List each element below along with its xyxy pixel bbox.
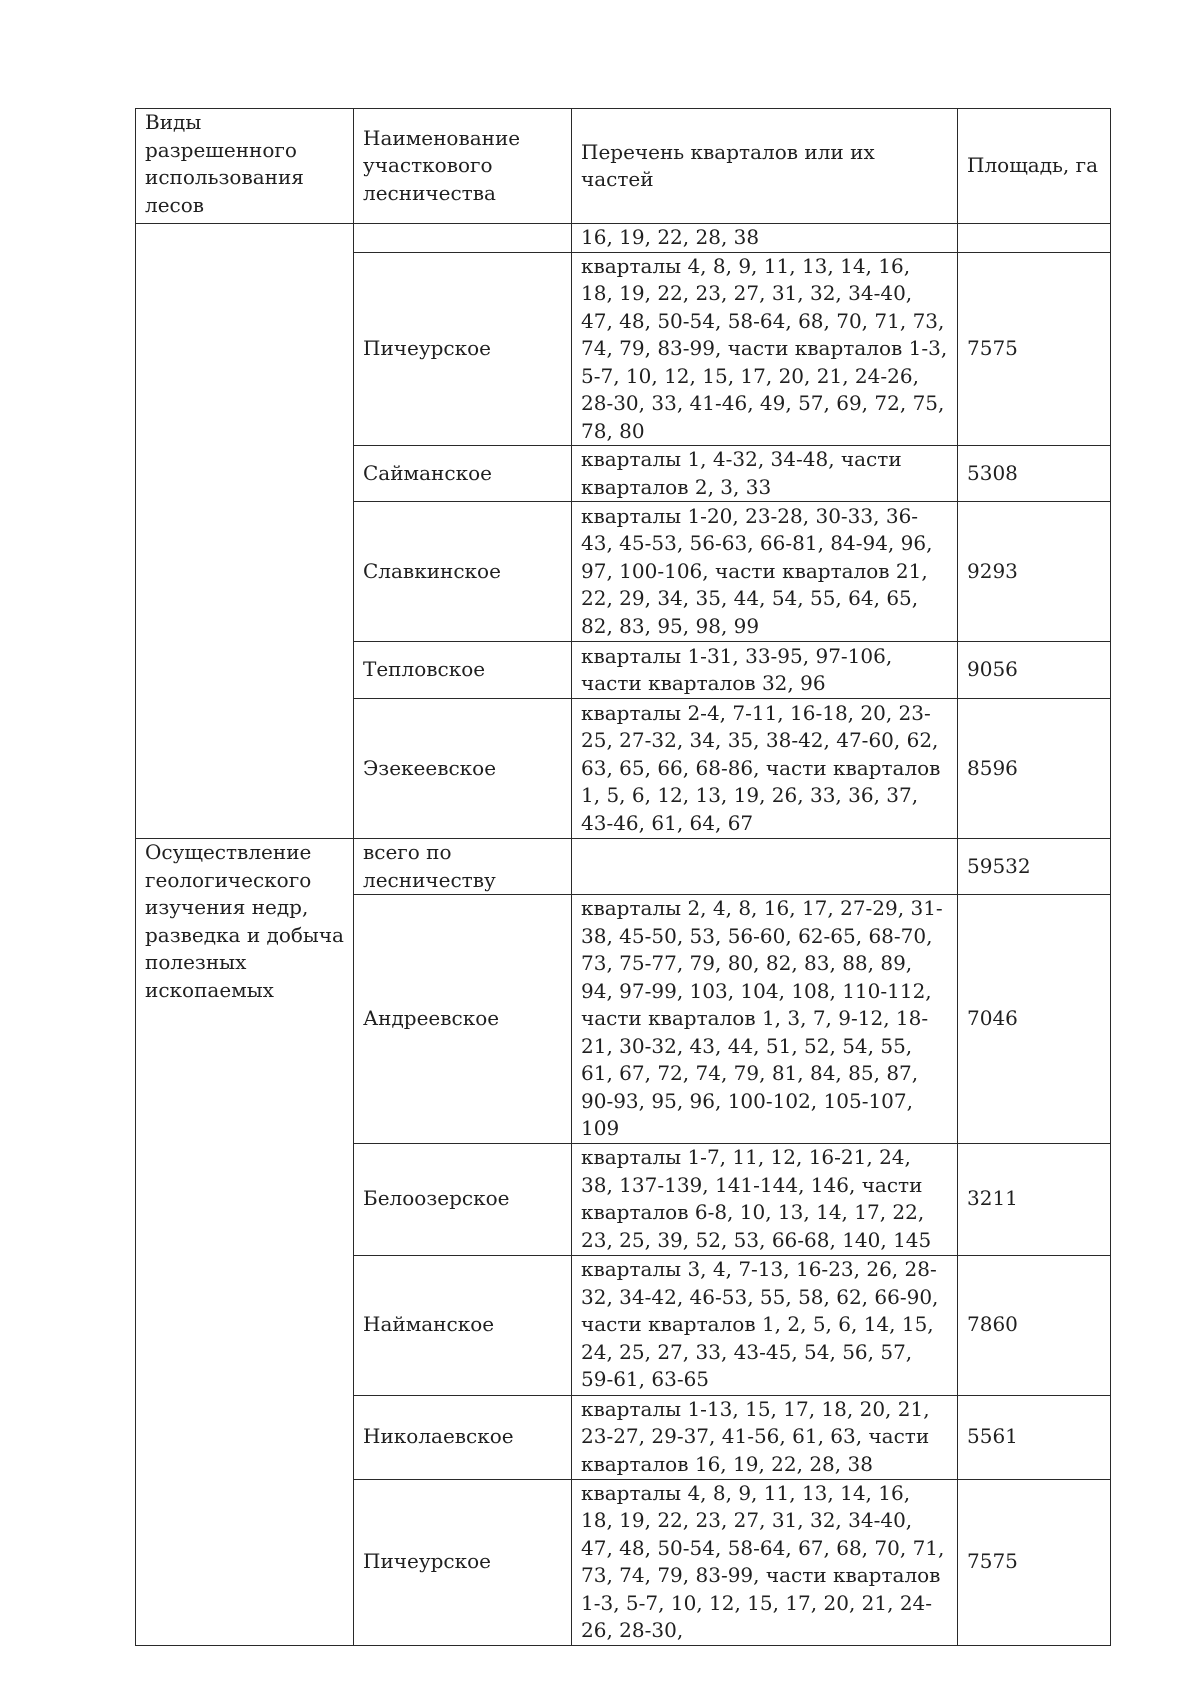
table-header-row [136,109,1111,224]
quarters-cell: кварталы 1-31, 33-95, 97-106, части кварталов 32, 96 [572,642,958,699]
quarters-cell: кварталы 2, 4, 8, 16, 17, 27-29, 31-38, 45-50, 53, 56-60, 62-65, 68-70, 73, 75-77, 79, 80, 82, 83, 88, 89, 94, 97-99, 103, 104, 108, 110-112, части кварталов 1, 3, 7, 9-12, 18-21, 30-32, 43, 44, 51, 52, 54, 55, 61, 67, 72, 74, 79, 81, 84, 85, 87, 90-93, 95, 96, 100-102, 105-107, 109 [572,895,958,1144]
forestry-cell: Эзекеевское [354,699,572,839]
usage-type-cell [136,224,354,839]
forestry-cell: Пичеурское [354,1479,572,1645]
quarters-cell: кварталы 4, 8, 9, 11, 13, 14, 16, 18, 19, 22, 23, 27, 31, 32, 34-40, 47, 48, 50-54, 58-64, 67, 68, 70, 71, 73, 74, 79, 83-99, части кварталов 1-3, 5-7, 10, 12, 15, 17, 20, 21, 24-26, 28-30, [572,1479,958,1645]
forestry-cell: Славкинское [354,502,572,642]
table-row-total [136,839,1111,895]
area-cell: 7575 [958,1479,1111,1645]
quarters-cell: кварталы 4, 8, 9, 11, 13, 14, 16, 18, 19, 22, 23, 27, 31, 32, 34-40, 47, 48, 50-54, 58-64, 68, 70, 71, 73, 74, 79, 83-99, части кварталов 1-3, 5-7, 10, 12, 15, 17, 20, 21, 24-26, 28-30, 33, 41-46, 49, 57, 69, 72, 75, 78, 80 [572,252,958,446]
usage-type-cell: Осуществление геологического изучения недр, разведка и добыча полезных ископаемых [136,839,354,1646]
forestry-cell: Сайманское [354,446,572,502]
quarters-cell: 16, 19, 22, 28, 38 [572,224,958,253]
header-usage-type: Виды разрешенного использования лесов [136,109,354,224]
quarters-cell: кварталы 1-20, 23-28, 30-33, 36-43, 45-53, 56-63, 66-81, 84-94, 96, 97, 100-106, части кварталов 21, 22, 29, 34, 35, 44, 54, 55, 64, 65, 82, 83, 95, 98, 99 [572,502,958,642]
area-cell [958,224,1111,253]
area-cell: 8596 [958,699,1111,839]
table-row [136,224,1111,253]
forestry-cell: Андреевское [354,895,572,1144]
area-cell: 9293 [958,502,1111,642]
header-area: Площадь, га [958,109,1111,224]
area-cell: 7046 [958,895,1111,1144]
area-cell: 3211 [958,1143,1111,1255]
area-cell: 7860 [958,1255,1111,1395]
area-cell: 5308 [958,446,1111,502]
quarters-cell: кварталы 2-4, 7-11, 16-18, 20, 23-25, 27-32, 34, 35, 38-42, 47-60, 62, 63, 65, 66, 68-86, части кварталов 1, 5, 6, 12, 13, 19, 26, 33, 36, 37, 43-46, 61, 64, 67 [572,699,958,839]
quarters-cell [572,839,958,895]
quarters-cell: кварталы 3, 4, 7-13, 16-23, 26, 28-32, 34-42, 46-53, 55, 58, 62, 66-90, части кварталов 1, 2, 5, 6, 14, 15, 24, 25, 27, 33, 43-45, 54, 56, 57, 59-61, 63-65 [572,1255,958,1395]
quarters-cell: кварталы 1-13, 15, 17, 18, 20, 21, 23-27, 29-37, 41-56, 61, 63, части кварталов 16, 19, 22, 28, 38 [572,1395,958,1479]
area-cell: 5561 [958,1395,1111,1479]
area-cell: 7575 [958,252,1111,446]
header-quarters-list: Перечень кварталов или их частей [572,109,958,224]
area-cell: 9056 [958,642,1111,699]
forestry-cell: Найманское [354,1255,572,1395]
area-cell: 59532 [958,839,1111,895]
forestry-cell: всего по лесничеству [354,839,572,895]
forestry-cell: Тепловское [354,642,572,699]
quarters-cell: кварталы 1, 4-32, 34-48, части кварталов 2, 3, 33 [572,446,958,502]
forestry-cell [354,224,572,253]
quarters-cell: кварталы 1-7, 11, 12, 16-21, 24, 38, 137-139, 141-144, 146, части кварталов 6-8, 10, 13, 14, 17, 22, 23, 25, 39, 52, 53, 66-68, 140, 145 [572,1143,958,1255]
header-forestry-name: Наименование участкового лесничества [354,109,572,224]
forest-usage-table [135,108,1111,1646]
forestry-cell: Пичеурское [354,252,572,446]
forestry-cell: Белоозерское [354,1143,572,1255]
forestry-cell: Николаевское [354,1395,572,1479]
